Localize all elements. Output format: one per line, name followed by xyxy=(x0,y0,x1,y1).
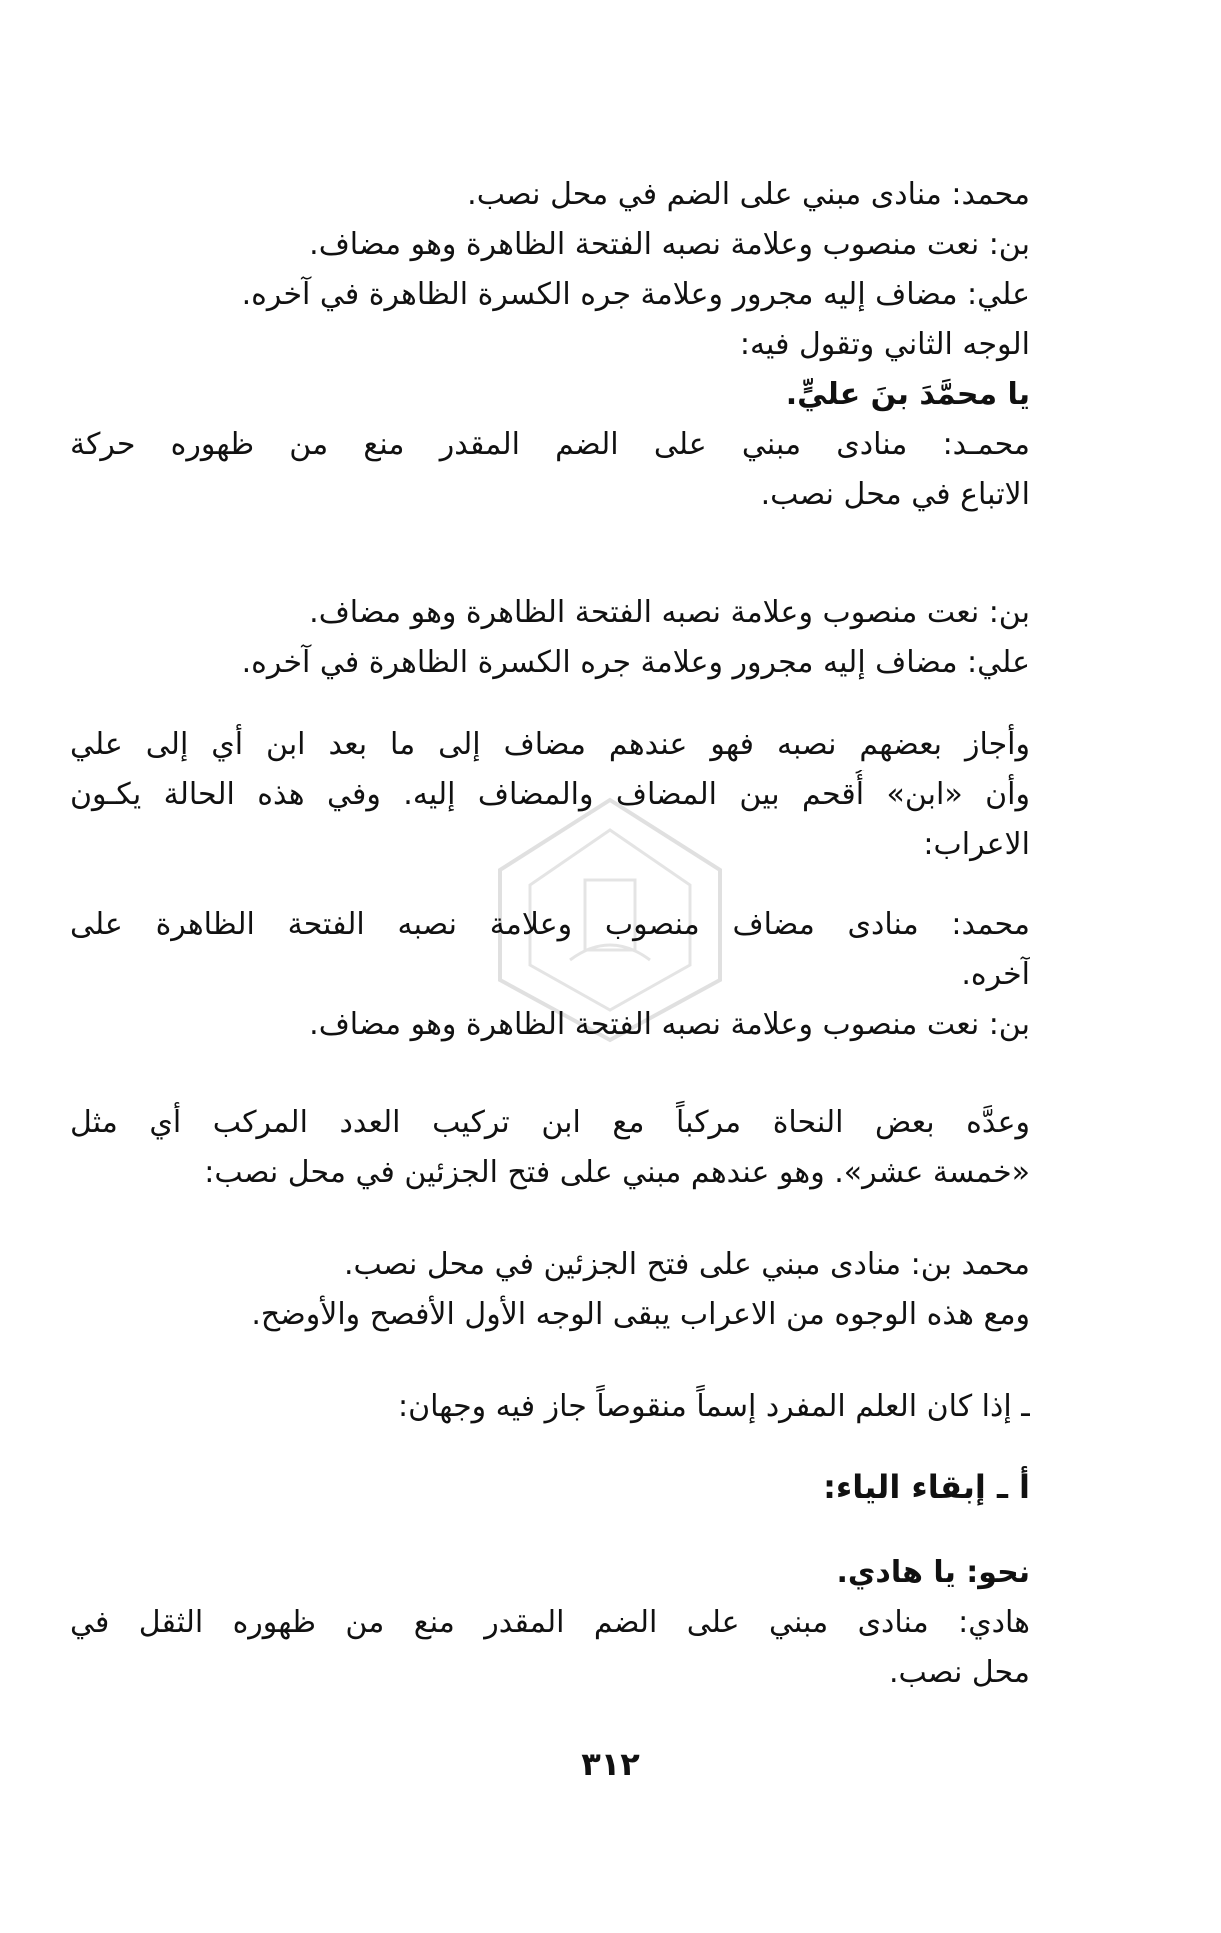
text-line: علي: مضاف إليه مجرور وعلامة جره الكسرة الظاهرة في آخره. xyxy=(241,277,1030,312)
section-heading: أ ـ إبقاء الياء: xyxy=(823,1468,1030,1506)
page-number: ٣١٢ xyxy=(581,1745,640,1783)
example-phrase: نحو: يا هادي. xyxy=(836,1555,1030,1590)
text-line: علي: مضاف إليه مجرور وعلامة جره الكسرة الظاهرة في آخره. xyxy=(241,645,1030,680)
text-line: ـ إذا كان العلم المفرد إسماً منقوصاً جاز فيه وجهان: xyxy=(397,1389,1030,1424)
paragraph-parsing xyxy=(70,588,1030,688)
text-line: محمد: منادى مضاف منصوب وعلامة نصبه الفتحة الظاهرة على xyxy=(70,907,1030,942)
text-line: هادي: منادى مبني على الضم المقدر منع من ظهوره الثقل في xyxy=(70,1605,1030,1640)
text-line: ومع هذه الوجوه من الاعراب يبقى الوجه الأول الأفصح والأوضح. xyxy=(251,1297,1030,1332)
paragraph-example-hadi xyxy=(70,1548,1030,1698)
text-line: آخره. xyxy=(961,957,1030,992)
text-line: الاتباع في محل نصب. xyxy=(760,477,1030,512)
paragraph-parsing-2 xyxy=(70,900,1030,1050)
paragraph-compound xyxy=(70,1098,1030,1198)
text-line: بن: نعت منصوب وعلامة نصبه الفتحة الظاهرة وهو مضاف. xyxy=(309,1007,1030,1042)
text-line: وأجاز بعضهم نصبه فهو عندهم مضاف إلى ما بعد ابن أي إلى علي xyxy=(70,727,1030,762)
text-line: محل نصب. xyxy=(888,1655,1030,1690)
text-line: بن: نعت منصوب وعلامة نصبه الفتحة الظاهرة وهو مضاف. xyxy=(309,595,1030,630)
paragraph-alternative xyxy=(70,720,1030,870)
text-line: محمد: منادى مبني على الضم في محل نصب. xyxy=(467,177,1030,212)
text-line: وعدَّه بعض النحاة مركباً مع ابن تركيب العدد المركب أي مثل xyxy=(70,1105,1030,1140)
example-phrase: يا محمَّدَ بنَ عليٍّ. xyxy=(785,377,1030,412)
text-line: محمـد: منادى مبني على الضم المقدر منع من ظهوره حركة xyxy=(70,427,1030,462)
paragraph-manqus xyxy=(70,1382,1030,1432)
text-line: الوجه الثاني وتقول فيه: xyxy=(739,327,1030,362)
text-line: الاعراب: xyxy=(923,827,1030,862)
paragraph-compound-parsing xyxy=(70,1240,1030,1340)
section-heading-block xyxy=(70,1462,1030,1512)
text-line: «خمسة عشر». وهو عندهم مبني على فتح الجزئين في محل نصب: xyxy=(204,1155,1030,1190)
text-line: وأن «ابن» أُقحم بين المضاف والمضاف إليه. وفي هذه الحالة يكـون xyxy=(70,777,1030,812)
text-line: بن: نعت منصوب وعلامة نصبه الفتحة الظاهرة وهو مضاف. xyxy=(309,227,1030,262)
paragraph-first-view xyxy=(70,170,1030,520)
text-line: محمد بن: منادى مبني على فتح الجزئين في محل نصب. xyxy=(343,1247,1030,1282)
